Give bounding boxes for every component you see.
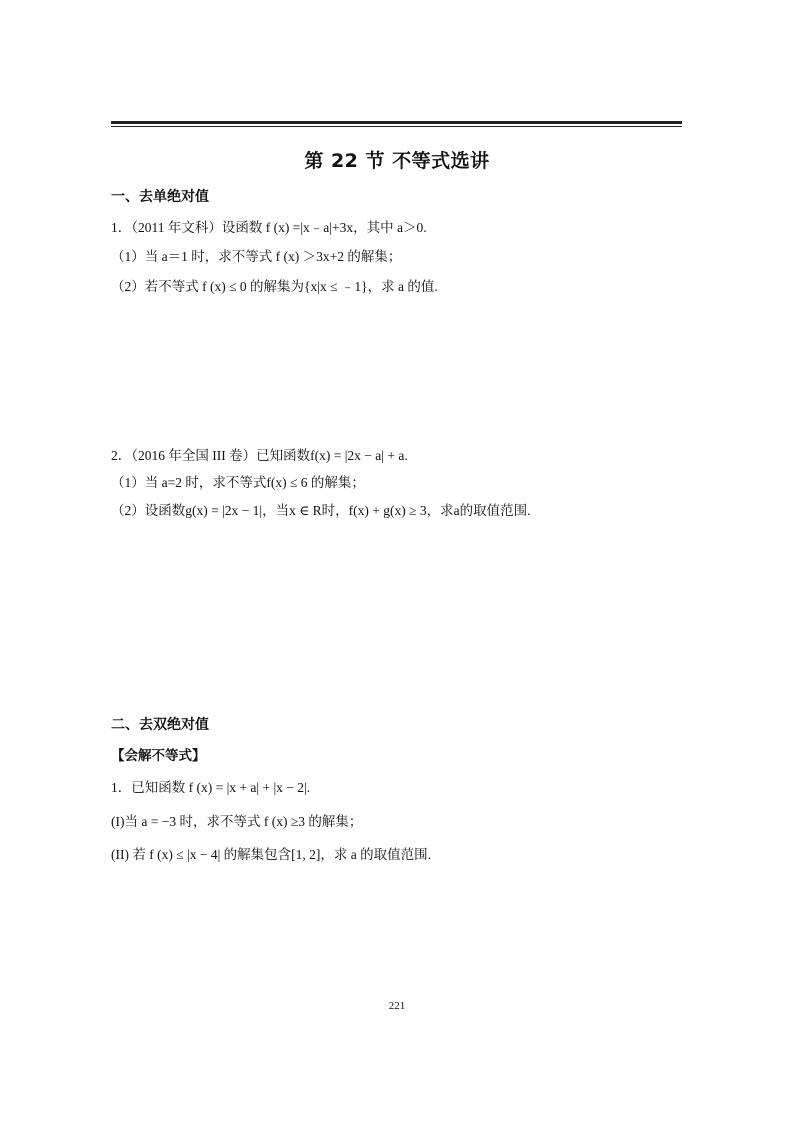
s1-q2-part1: （1）当 a=2 时，求不等式f(x) ≤ 6 的解集； [111, 475, 365, 490]
header-rule-thin [111, 126, 682, 127]
s1-q2-part2: （2）设函数g(x) = |2x − 1|，当x ∈ R时，f(x) + g(x) ≥ 3，求a的取值范围. [111, 503, 531, 518]
page-number: 221 [388, 1000, 406, 1012]
s1-q1-part1: （1）当 a＝1 时，求不等式 f (x) ＞3x+2 的解集； [111, 249, 402, 264]
section2-subheading: 【会解不等式】 [111, 748, 206, 764]
s1-q2-stem: 2．（2016 年全国 III 卷）已知函数f(x) = |2x − a| + a. [111, 448, 408, 463]
s2-q1-part2: (II) 若 f (x) ≤ |x − 4| 的解集包含[1, 2]，求 a 的取值范围. [111, 847, 432, 862]
s2-q1-part1: (I)当 a = −3 时，求不等式 f (x) ≥3 的解集； [111, 814, 363, 829]
section2-heading: 二、去双绝对值 [111, 717, 209, 733]
s2-q1-stem: 1．已知函数 f (x) = |x + a| + |x − 2|. [111, 780, 311, 795]
s1-q1-stem: 1．（2011 年文科）设函数 f (x) =|x﹣a|+3x，其中 a＞0. [111, 220, 427, 235]
section1-heading: 一、去单绝对值 [111, 189, 209, 205]
page-title: 第 22 节 不等式选讲 [304, 150, 490, 172]
s1-q1-part2: （2）若不等式 f (x) ≤ 0 的解集为{x|x ≤ ﹣1}，求 a 的值. [111, 279, 438, 294]
header-rule-thick [111, 121, 682, 124]
